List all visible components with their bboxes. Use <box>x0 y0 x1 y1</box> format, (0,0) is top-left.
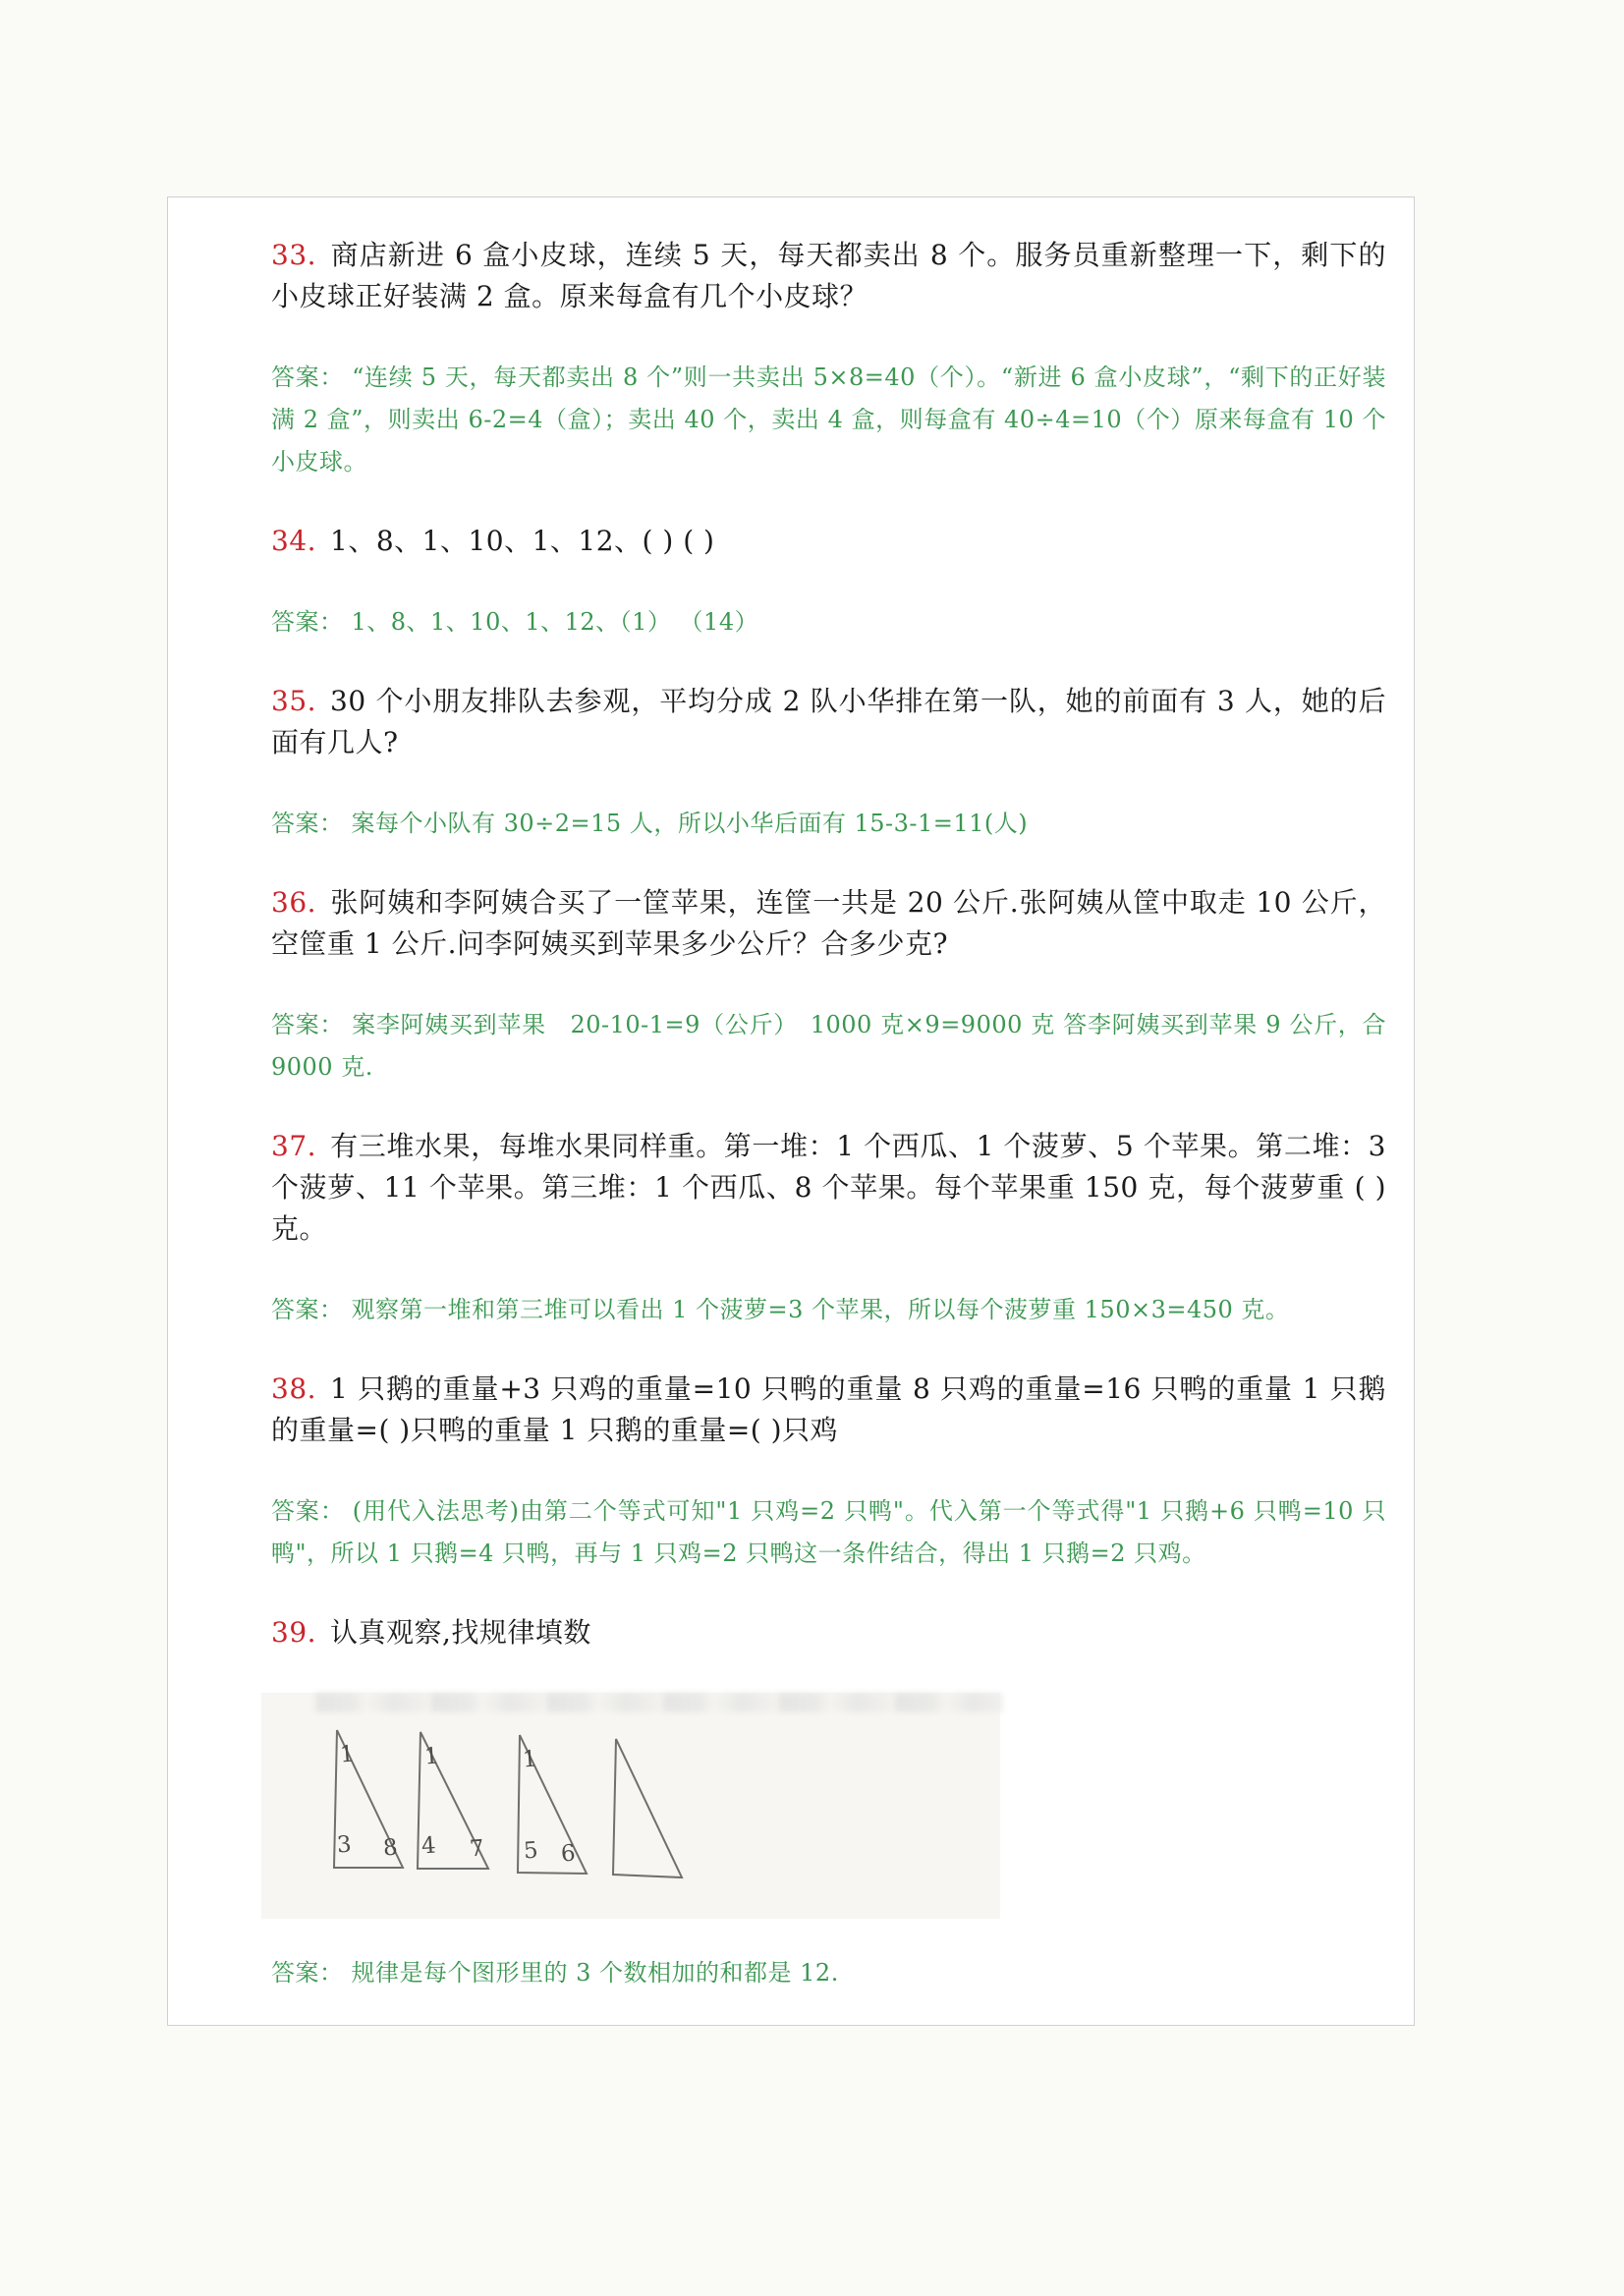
triangle-1-bottom-left-value: 3 <box>336 1831 353 1859</box>
answer-label: 答案： <box>271 1011 345 1038</box>
question-block-34 <box>271 521 1386 644</box>
question-block-38 <box>271 1369 1386 1575</box>
question-text <box>271 882 1386 965</box>
triangle-1-top-value: 1 <box>339 1741 356 1768</box>
question-text <box>271 521 1386 562</box>
question-text <box>271 1612 1386 1653</box>
question-text <box>271 1126 1386 1250</box>
question-body: 商店新进 6 盒小皮球，连续 5 天，每天都卖出 8 个。服务员重新整理一下，剩下的小皮球正好装满 2 盒。原来每盒有几个小皮球？ <box>271 239 1386 312</box>
question-number: 35. <box>271 685 317 717</box>
answer-body: (用代入法思考)由第二个等式可知"1 只鸡=2 只鸭"。代入第一个等式得"1 只鹅+6 只鸭=10 只鸭"，所以 1 只鹅=4 只鸭，再与 1 只鸡=2 只鸭这一条件结合，得出 1 只鹅=2 只鸡。 <box>271 1497 1387 1567</box>
answer-body: 观察第一堆和第三堆可以看出 1 个菠萝=3 个苹果，所以每个菠萝重 150×3=450 克。 <box>351 1296 1290 1323</box>
answer-label: 答案： <box>271 810 344 837</box>
question-block-37 <box>271 1126 1386 1331</box>
question-number: 39. <box>271 1616 317 1649</box>
answer-text <box>271 1289 1386 1331</box>
question-block-35 <box>271 681 1386 845</box>
triangle-2-bottom-right-value: 7 <box>469 1835 485 1863</box>
answer-body: 1、8、1、10、1、12、（1） （14） <box>351 608 759 636</box>
answer-label: 答案： <box>271 1959 344 1987</box>
question-number: 38. <box>271 1372 317 1405</box>
triangle-1-bottom-right-value: 8 <box>382 1834 399 1862</box>
question-number: 37. <box>271 1130 317 1162</box>
question-body: 30 个小朋友排队去参观，平均分成 2 队小华排在第一队，她的前面有 3 人，她的后面有几人? <box>271 685 1386 758</box>
worksheet-sheet <box>167 196 1415 2026</box>
triangle-3-bottom-right-value: 6 <box>560 1840 577 1868</box>
triangle-3-top-value: 1 <box>522 1746 538 1773</box>
answer-body: 案李阿姨买到苹果 20-10-1=9（公斤） 1000 克×9=9000 克 答李阿姨买到苹果 9 公斤，合 9000 克. <box>271 1011 1386 1081</box>
answer-text <box>271 601 1386 644</box>
triangle-3-bottom-left-value: 5 <box>523 1837 539 1865</box>
answer-body: “连续 5 天，每天都卖出 8 个”则一共卖出 5×8=40（个）。“新进 6 盒小皮球”，“剩下的正好装满 2 盒”，则卖出 6-2=4（盒）；卖出 40 个，卖出 4 盒，则每盒有 40÷4=10（个）原来每盒有 10 个小皮球。 <box>271 364 1387 476</box>
answer-text <box>271 1952 1386 1994</box>
answer-label: 答案： <box>271 608 344 636</box>
answer-text <box>271 803 1386 845</box>
answer-body: 案每个小队有 30÷2=15 人，所以小华后面有 15-3-1=11(人) <box>351 810 1029 837</box>
triangles-drawing <box>261 1693 1000 1919</box>
triangle-4-shape <box>613 1739 682 1877</box>
question-text <box>271 1369 1386 1451</box>
question-number: 34. <box>271 525 317 557</box>
triangle-2-bottom-left-value: 4 <box>420 1832 437 1860</box>
question-number: 36. <box>271 886 317 919</box>
answer-text <box>271 357 1386 483</box>
question-text <box>271 681 1386 763</box>
question-block-39 <box>271 1612 1386 1994</box>
answer-text <box>271 1490 1386 1575</box>
question-number: 33. <box>271 239 317 271</box>
question-body: 1、8、1、10、1、12、( ) ( ) <box>330 525 715 557</box>
question-body: 张阿姨和李阿姨合买了一筐苹果，连筐一共是 20 公斤.张阿姨从筐中取走 10 公斤，空筐重 1 公斤.问李阿姨买到苹果多少公斤？合多少克? <box>271 886 1386 960</box>
triangles-figure <box>261 1693 1000 1919</box>
answer-label: 答案： <box>271 364 345 391</box>
question-body: 认真观察,找规律填数 <box>330 1616 591 1649</box>
question-text <box>271 235 1386 317</box>
answer-body: 规律是每个图形里的 3 个数相加的和都是 12. <box>351 1959 839 1987</box>
answer-text <box>271 1004 1386 1089</box>
answer-label: 答案： <box>271 1497 345 1525</box>
question-block-33 <box>271 235 1386 483</box>
question-body: 1 只鹅的重量+3 只鸡的重量=10 只鸭的重量 8 只鸡的重量=16 只鸭的重量 1 只鹅的重量=( )只鸭的重量 1 只鹅的重量=( )只鸡 <box>271 1372 1386 1446</box>
triangle-2-top-value: 1 <box>423 1743 440 1770</box>
answer-label: 答案： <box>271 1296 344 1323</box>
question-block-36 <box>271 882 1386 1089</box>
question-body: 有三堆水果，每堆水果同样重。第一堆：1 个西瓜、1 个菠萝、5 个苹果。第二堆：3 个菠萝、11 个苹果。第三堆：1 个西瓜、8 个苹果。每个苹果重 150 克，每个菠萝重 ( ) 克。 <box>271 1130 1386 1245</box>
